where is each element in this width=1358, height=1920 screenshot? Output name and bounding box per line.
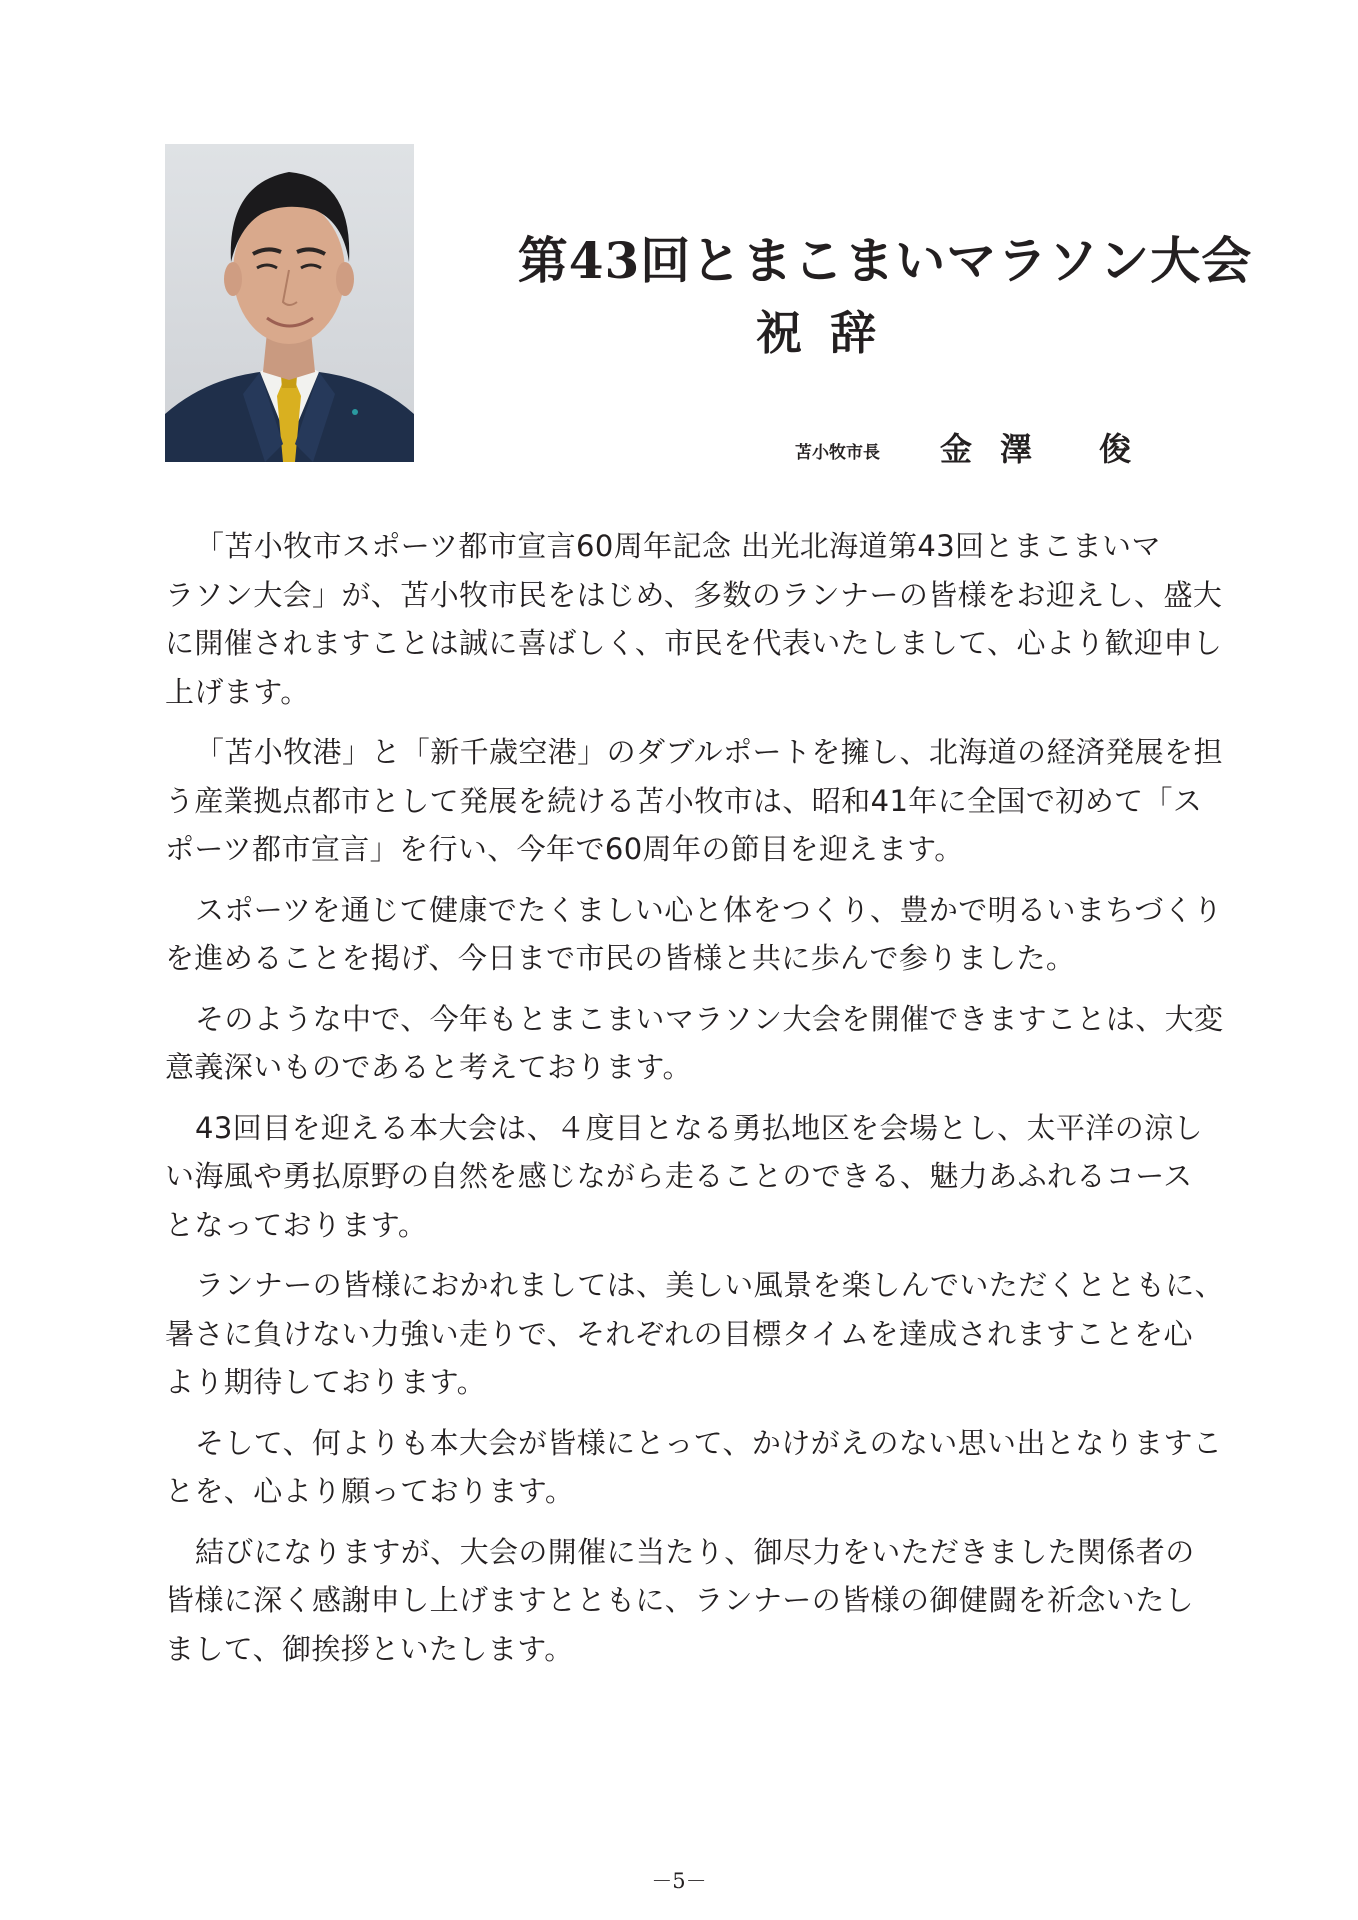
paragraph	[165, 995, 1224, 1092]
paragraph	[165, 728, 1223, 874]
message-body	[165, 522, 1225, 1685]
author-name: 金澤 俊	[940, 430, 1160, 468]
text-line: 「苫小牧港」と「新千歳空港」のダブルポートを擁し、北海道の経済発展を担	[195, 735, 1223, 769]
page-number: －5－	[651, 1869, 707, 1893]
text-line: う産業拠点都市として発展を続ける苫小牧市は、昭和41年に全国で初めて「ス	[165, 783, 1203, 818]
text-line: 上げます。	[165, 674, 310, 709]
text-line: そして、何よりも本大会が皆様にとって、かけがえのない思い出となりますこ	[195, 1425, 1223, 1460]
paragraph	[165, 522, 1223, 716]
text-line: に開催されますことは誠に喜ばしく、市民を代表いたしまして、心より歓迎申し	[165, 626, 1223, 660]
paragraph	[165, 1528, 1205, 1674]
text-line: ラソン大会」が、苫小牧市民をはじめ、多数のランナーの皆様をお迎えし、盛大	[165, 577, 1223, 612]
text-line: 暑さに負けない力強い走りで、それぞれの目標タイムを達成されますことを心	[165, 1316, 1193, 1351]
page-subtitle: 祝辞	[756, 306, 904, 360]
text-line: となっております。	[165, 1207, 428, 1242]
paragraph	[165, 886, 1223, 983]
mayor-portrait-photo	[165, 144, 414, 462]
text-line: まして、御挨拶といたします。	[165, 1631, 574, 1666]
paragraph	[165, 1419, 1223, 1516]
text-line: より期待しております。	[165, 1365, 487, 1399]
text-line: 意義深いものであると考えております。	[165, 1050, 692, 1084]
text-line: ランナーの皆様におかれましては、美しい風景を楽しんでいただくとともに、	[195, 1268, 1225, 1302]
text-line: スポーツを通じて健康でたくましい心と体をつくり、豊かで明るいまちづくり	[195, 892, 1223, 927]
text-line: を進めることを掲げ、今日まで市民の皆様と共に歩んで参りました。	[165, 941, 1076, 975]
text-line: 43回目を迎える本大会は、４度目となる勇払地区を会場とし、太平洋の涼し	[195, 1110, 1203, 1145]
text-line: 結びになりますが、大会の開催に当たり、御尽力をいただきました関係者の	[195, 1534, 1195, 1569]
text-line: とを、心より願っております。	[165, 1474, 575, 1508]
page-title: 第43回とまこまいマラソン大会	[517, 231, 1253, 290]
author-block	[795, 424, 1215, 468]
text-line: 皆様に深く感謝申し上げますとともに、ランナーの皆様の御健闘を祈念いたし	[165, 1583, 1195, 1617]
author-role: 苫小牧市長	[795, 443, 880, 463]
text-line: い海風や勇払原野の自然を感じながら走ることのできる、魅力あふれるコース	[165, 1159, 1193, 1193]
paragraph	[165, 1261, 1225, 1407]
paragraph	[165, 1104, 1205, 1250]
text-line: 「苫小牧市スポーツ都市宣言60周年記念 出光北海道第43回とまこまいマ	[195, 529, 1161, 563]
text-line: そのような中で、今年もとまこまいマラソン大会を開催できますことは、大変	[195, 1001, 1224, 1036]
text-line: ポーツ都市宣言」を行い、今年で60周年の節目を迎えます。	[165, 832, 964, 866]
